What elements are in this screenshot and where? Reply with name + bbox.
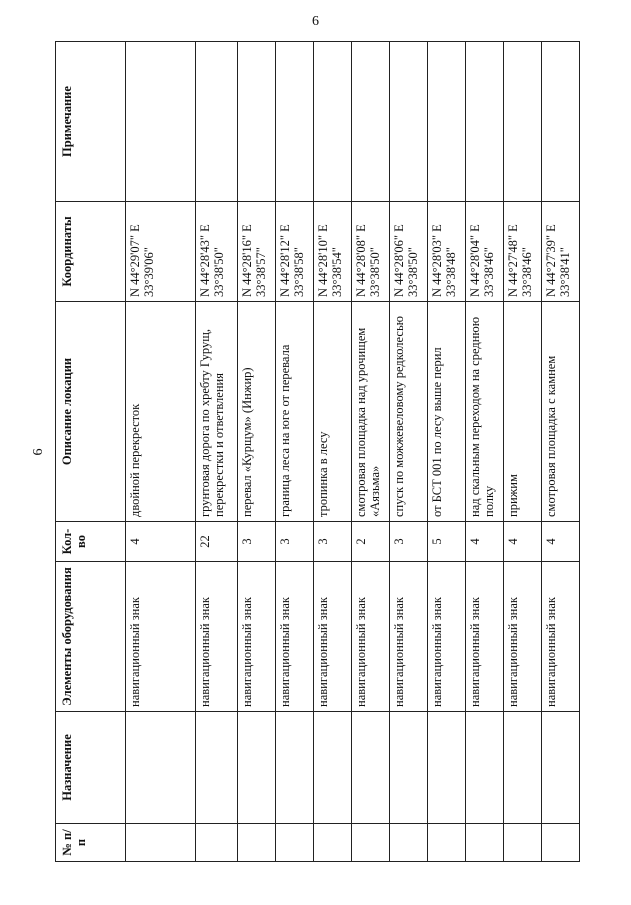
- cell-qty: 3: [276, 522, 314, 562]
- cell-description: граница леса на юге от перевала: [276, 302, 314, 522]
- cell-qty: 2: [352, 522, 390, 562]
- cell-element: навигационный знак: [276, 562, 314, 712]
- cell-coords: N 44°28'12" E 33°38'58": [276, 202, 314, 302]
- cell-num: [196, 824, 238, 862]
- cell-num: [504, 824, 542, 862]
- cell-num: [314, 824, 352, 862]
- cell-num: [238, 824, 276, 862]
- cell-description: перевал «Курщум» (Инжир): [238, 302, 276, 522]
- table-row: [276, 42, 314, 862]
- locations-table: [55, 41, 580, 862]
- header-elements: Элементы оборудования: [56, 562, 126, 712]
- cell-element: навигационный знак: [314, 562, 352, 712]
- cell-coords: N 44°28'16" E 33°38'57": [238, 202, 276, 302]
- cell-element: навигационный знак: [238, 562, 276, 712]
- cell-element: навигационный знак: [390, 562, 428, 712]
- cell-coords: N 44°28'43" E 33°38'50": [196, 202, 238, 302]
- cell-note: [196, 42, 238, 202]
- cell-num: [390, 824, 428, 862]
- cell-qty: 4: [126, 522, 196, 562]
- table-row: [238, 42, 276, 862]
- cell-num: [466, 824, 504, 862]
- header-description: Описание локации: [56, 302, 126, 522]
- cell-qty: 5: [428, 522, 466, 562]
- cell-purpose: [276, 712, 314, 824]
- cell-qty: 3: [390, 522, 428, 562]
- cell-coords: N 44°28'06" E 33°38'50": [390, 202, 428, 302]
- cell-num: [126, 824, 196, 862]
- cell-qty: 4: [466, 522, 504, 562]
- table-row: [428, 42, 466, 862]
- cell-purpose: [352, 712, 390, 824]
- cell-purpose: [504, 712, 542, 824]
- cell-note: [390, 42, 428, 202]
- cell-qty: 4: [504, 522, 542, 562]
- cell-element: навигационный знак: [428, 562, 466, 712]
- cell-purpose: [542, 712, 580, 824]
- cell-coords: N 44°29'07" E 33°39'06": [126, 202, 196, 302]
- cell-purpose: [196, 712, 238, 824]
- cell-note: [504, 42, 542, 202]
- cell-coords: N 44°27'39" E 33°38'41": [542, 202, 580, 302]
- page-number-top: 6: [312, 14, 319, 29]
- cell-note: [428, 42, 466, 202]
- table-row: [542, 42, 580, 862]
- cell-element: навигационный знак: [196, 562, 238, 712]
- cell-qty: 22: [196, 522, 238, 562]
- cell-description: смотровая площадка над урочищем «Аязьма»: [352, 302, 390, 522]
- page-number-rotated: 6: [31, 448, 46, 456]
- cell-element: навигационный знак: [126, 562, 196, 712]
- table-row: [314, 42, 352, 862]
- table-row: [126, 42, 196, 862]
- cell-coords: N 44°27'48" E 33°38'46": [504, 202, 542, 302]
- cell-coords: N 44°28'04" E 33°38'46": [466, 202, 504, 302]
- cell-purpose: [390, 712, 428, 824]
- table-row: [352, 42, 390, 862]
- cell-num: [276, 824, 314, 862]
- header-purpose: Назначение: [56, 712, 126, 824]
- table-header-row: [56, 42, 126, 862]
- cell-coords: N 44°28'10" E 33°38'54": [314, 202, 352, 302]
- cell-description: над скальным переходом на среднюю полку: [466, 302, 504, 522]
- table-row: [196, 42, 238, 862]
- header-num: № п/п: [56, 824, 126, 862]
- cell-description: двойной перекресток: [126, 302, 196, 522]
- cell-purpose: [314, 712, 352, 824]
- cell-description: от БСТ 001 по лесу выше перил: [428, 302, 466, 522]
- cell-description: спуск по можжевеловому редколесью: [390, 302, 428, 522]
- cell-note: [276, 42, 314, 202]
- cell-qty: 3: [314, 522, 352, 562]
- table-row: [504, 42, 542, 862]
- cell-coords: N 44°28'08" E 33°38'50": [352, 202, 390, 302]
- cell-description: тропинка в лесу: [314, 302, 352, 522]
- cell-element: навигационный знак: [504, 562, 542, 712]
- cell-description: прижим: [504, 302, 542, 522]
- header-note: Примечание: [56, 42, 126, 202]
- cell-note: [238, 42, 276, 202]
- cell-note: [352, 42, 390, 202]
- cell-element: навигационный знак: [542, 562, 580, 712]
- cell-note: [466, 42, 504, 202]
- cell-note: [314, 42, 352, 202]
- cell-purpose: [126, 712, 196, 824]
- cell-note: [542, 42, 580, 202]
- cell-element: навигационный знак: [466, 562, 504, 712]
- cell-purpose: [466, 712, 504, 824]
- header-coords: Координаты: [56, 202, 126, 302]
- rotated-page: [31, 42, 573, 862]
- cell-num: [428, 824, 466, 862]
- table-row: [466, 42, 504, 862]
- cell-purpose: [238, 712, 276, 824]
- cell-description: грунтовая дорога по хребту Гурущ, перекрестки и ответвления: [196, 302, 238, 522]
- cell-num: [352, 824, 390, 862]
- table-row: [390, 42, 428, 862]
- cell-note: [126, 42, 196, 202]
- header-qty: Кол-во: [56, 522, 126, 562]
- cell-qty: 4: [542, 522, 580, 562]
- cell-qty: 3: [238, 522, 276, 562]
- cell-num: [542, 824, 580, 862]
- cell-purpose: [428, 712, 466, 824]
- cell-element: навигационный знак: [352, 562, 390, 712]
- cell-coords: N 44°28'03" E 33°38'48": [428, 202, 466, 302]
- cell-description: смотровая площадка с камнем: [542, 302, 580, 522]
